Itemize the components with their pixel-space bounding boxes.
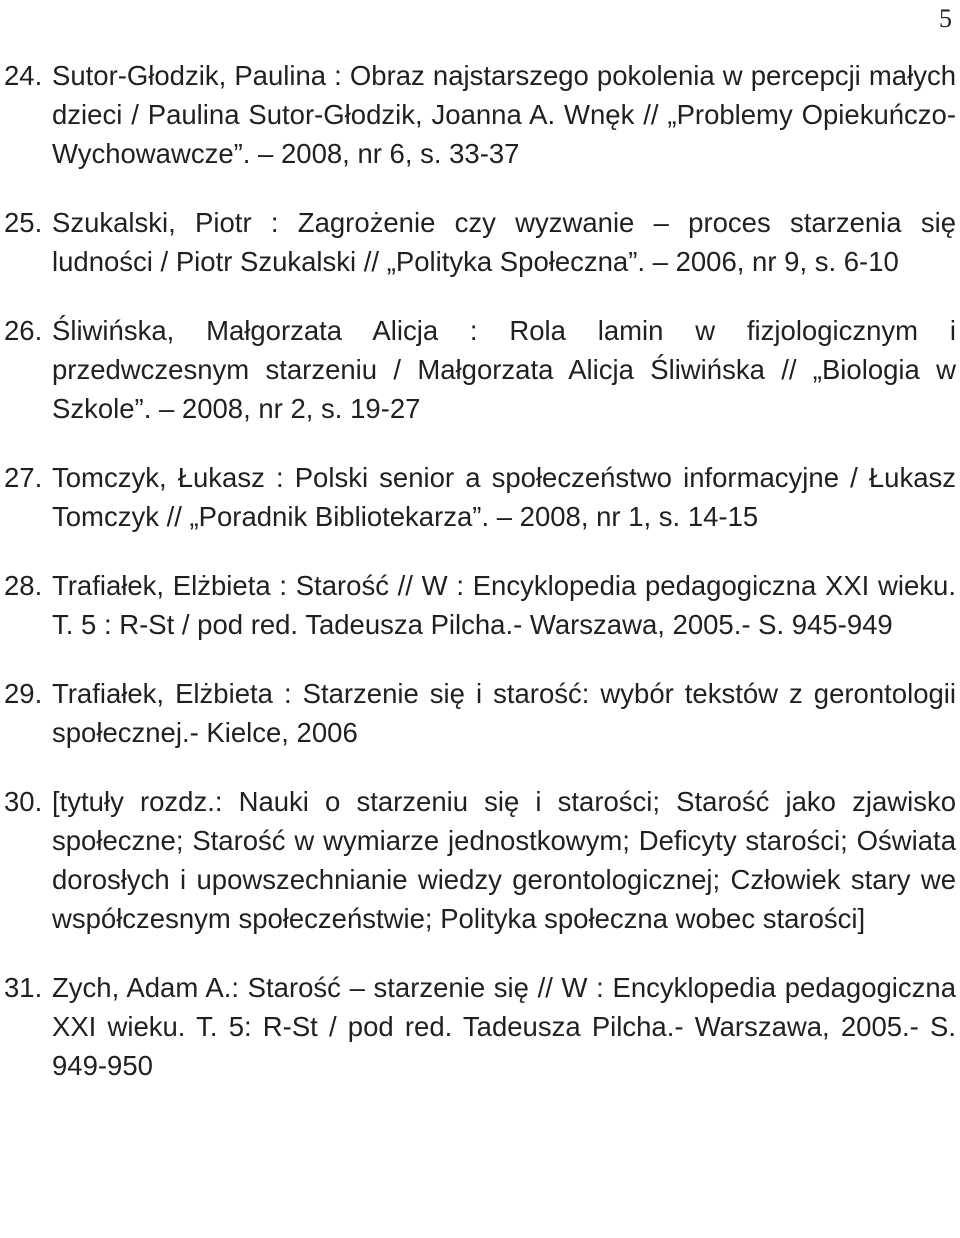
- bibliography-entry-28: [0, 566, 960, 644]
- entry-number: 31.: [4, 972, 43, 1003]
- bibliography-entry-30: [0, 782, 960, 938]
- entry-text: Szukalski, Piotr : Zagrożenie czy wyzwanie – proces starzenia się ludności / Piotr Szukalski // „Polityka Społeczna”. – 2006, nr 9, s. 6-10: [52, 207, 956, 277]
- page-number: 5: [939, 4, 952, 33]
- entry-number: 30.: [4, 786, 43, 817]
- entry-number: 24.: [4, 60, 43, 91]
- entry-text: Śliwińska, Małgorzata Alicja : Rola lamin w fizjologicznym i przedwczesnym starzeniu / Małgorzata Alicja Śliwińska // „Biologia w Szkole”. – 2008, nr 2, s. 19-27: [52, 315, 956, 424]
- entry-number: 25.: [4, 207, 43, 238]
- bibliography-entry-24: [0, 56, 960, 173]
- entry-number: 29.: [4, 678, 43, 709]
- bibliography-list: [0, 56, 960, 1085]
- entry-number: 27.: [4, 462, 43, 493]
- bibliography-entry-25: [0, 203, 960, 281]
- bibliography-entry-26: [0, 311, 960, 428]
- entry-number: 26.: [4, 315, 43, 346]
- entry-text: Trafiałek, Elżbieta : Starość // W : Encyklopedia pedagogiczna XXI wieku. T. 5 : R-St / pod red. Tadeusza Pilcha.- Warszawa, 2005.- S. 945-949: [52, 570, 956, 640]
- bibliography-entry-27: [0, 458, 960, 536]
- entry-text: Trafiałek, Elżbieta : Starzenie się i starość: wybór tekstów z gerontologii społecznej.- Kielce, 2006: [52, 678, 956, 748]
- entry-text: Zych, Adam A.: Starość – starzenie się // W : Encyklopedia pedagogiczna XXI wieku. T. 5: R-St / pod red. Tadeusza Pilcha.- Warszawa, 2005.- S. 949-950: [52, 972, 956, 1081]
- bibliography-entry-29: [0, 674, 960, 752]
- bibliography-entry-31: [0, 968, 960, 1085]
- entry-number: 28.: [4, 570, 43, 601]
- entry-text: Tomczyk, Łukasz : Polski senior a społeczeństwo informacyjne / Łukasz Tomczyk // „Poradnik Bibliotekarza”. – 2008, nr 1, s. 14-15: [52, 462, 956, 532]
- entry-text: Sutor-Głodzik, Paulina : Obraz najstarszego pokolenia w percepcji małych dzieci / Paulina Sutor-Głodzik, Joanna A. Wnęk // „Problemy Opiekuńczo-Wychowawcze”. – 2008, nr 6, s. 33-37: [52, 60, 956, 169]
- entry-text: [tytuły rozdz.: Nauki o starzeniu się i starości; Starość jako zjawisko społeczne; Starość w wymiarze jednostkowym; Deficyty starości; Oświata dorosłych i upowszechnianie wiedzy gerontologicznej; Człowiek stary we współczesnym społeczeństwie; Polityka społeczna wobec starości]: [52, 786, 956, 934]
